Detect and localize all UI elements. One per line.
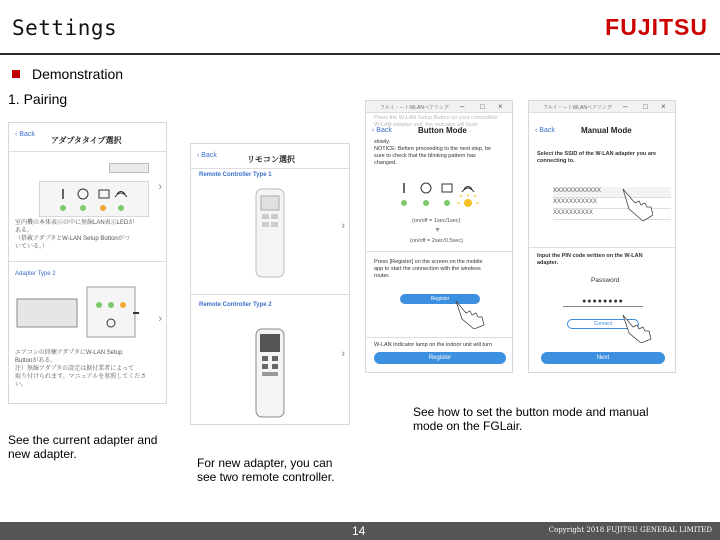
- indoor-unit-illustration: [109, 163, 149, 173]
- password-label: Password: [591, 277, 620, 284]
- arrow-down-icon: ▼: [434, 227, 441, 234]
- close-icon[interactable]: ×: [498, 102, 503, 111]
- bullet-square-icon: [12, 70, 20, 78]
- bullet-text: Demonstration: [32, 66, 124, 82]
- caption-middle: For new adapter, you can see two remote controller.: [197, 456, 335, 484]
- chevron-right-icon[interactable]: ›: [158, 181, 162, 193]
- header-divider: [0, 53, 720, 55]
- chevron-right-icon[interactable]: ›: [341, 220, 345, 232]
- next-button[interactable]: Next: [541, 352, 665, 364]
- indicator-text: W-LAN Indicator lamp on the indoor unit will turn: [374, 342, 492, 348]
- page-number: 14: [352, 524, 366, 538]
- led-panel-1-icon: [39, 181, 149, 217]
- remote-controller-2-icon[interactable]: [255, 328, 285, 418]
- minimize-icon[interactable]: –: [460, 102, 465, 111]
- ssid-item[interactable]: XXXXXXXXXXX: [553, 198, 671, 209]
- adapter-box-icon: [15, 283, 145, 339]
- ssid-item[interactable]: XXXXXXXXXXXX: [553, 187, 671, 198]
- led-panel-icon: [392, 181, 492, 211]
- screen-title: Button Mode: [418, 126, 467, 135]
- maximize-icon[interactable]: □: [480, 102, 485, 111]
- minimize-icon[interactable]: –: [623, 102, 628, 111]
- register-instructions: Press [Register] on the screen on the mobile app to start the connection with the wireless router.: [374, 259, 483, 279]
- window-titlebar: フルイ・ートWLANペアリング – □ ×: [529, 101, 675, 113]
- screen-title: Manual Mode: [581, 126, 632, 135]
- register-button-inline[interactable]: Register: [400, 294, 480, 304]
- remote-controller-1-icon[interactable]: [255, 188, 285, 278]
- adapter-type1-text: 室内機の本体表示の中に無線LAN表示LEDが ある。 （搭載アダプタとW-LAN Setup Buttonがつ いている。）: [15, 220, 135, 250]
- slide-title: Settings: [12, 16, 118, 40]
- chevron-right-icon[interactable]: ›: [341, 348, 345, 360]
- adapter-type2-label: Adapter Type 2: [15, 271, 56, 277]
- caption-left: See the current adapter and new adapter.: [8, 433, 158, 461]
- back-link[interactable]: ‹ Back: [15, 131, 35, 138]
- register-button[interactable]: Register: [374, 352, 506, 364]
- back-link[interactable]: ‹ Back: [535, 127, 555, 134]
- caption-right: See how to set the button mode and manual mode on the FGLair.: [413, 405, 649, 433]
- chevron-right-icon[interactable]: ›: [158, 313, 162, 325]
- back-link[interactable]: ‹ Back: [197, 152, 217, 159]
- pin-instructions: Input the PIN code written on the W-LAN adapter.: [537, 253, 643, 266]
- copyright: Copyright 2018 FUJITSU GENERAL LIMITED: [548, 526, 712, 534]
- adapter-type2-text: エアコンの同梱アダプタにW-LAN Setup Buttonがある。 注）無線アダプタの設定は据付業者によって 取り付けられます。マニュアルを参照してくださ い。: [15, 350, 147, 388]
- remote-type2-label: Remote Controller Type 2: [199, 302, 272, 308]
- blink-pattern-1: (on/off = 1sec/1sec): [412, 218, 461, 224]
- password-input[interactable]: ●●●●●●●●: [563, 297, 643, 307]
- back-link[interactable]: ‹ Back: [372, 127, 392, 134]
- bullet-demonstration: [12, 66, 123, 82]
- fujitsu-logo: FUJITSU: [605, 14, 708, 40]
- screen-title: アダプタタイプ選択: [51, 136, 122, 145]
- pointing-hand-icon: [619, 313, 653, 343]
- pointing-hand-icon: [452, 299, 486, 329]
- ssid-list: [553, 187, 671, 220]
- remote-type1-label: Remote Controller Type 1: [199, 172, 272, 178]
- screenshot-manual-mode: [528, 100, 676, 373]
- connect-button[interactable]: Connect: [567, 319, 639, 329]
- blink-pattern-2: (on/off = 2sec/0.5sec): [410, 238, 463, 244]
- screenshot-remote-select: [190, 143, 350, 425]
- button-mode-intro: Press the W-LAN Setup Button on your compatible W-LAN adapter unit, the indicator will flash slowly. NOTICE: Before proceeding to the next step, be sure to check that the blinking pattern has changed.: [374, 115, 498, 166]
- screenshot-adapter-type: [8, 122, 167, 404]
- window-titlebar: フルイ・ートWLANペアリング – □ ×: [366, 101, 512, 113]
- screen-title: リモコン選択: [247, 155, 295, 164]
- ssid-instructions: Select the SSID of the W-LAN adapter you are connecting to.: [537, 151, 657, 164]
- slide-footer: [0, 522, 720, 540]
- slide-header: [0, 0, 720, 55]
- close-icon[interactable]: ×: [661, 102, 666, 111]
- subheading-pairing: 1. Pairing: [8, 91, 68, 107]
- ssid-item[interactable]: XXXXXXXXXX: [553, 209, 671, 220]
- screenshot-button-mode: [365, 100, 513, 373]
- pointing-hand-icon: [619, 187, 653, 223]
- maximize-icon[interactable]: □: [643, 102, 648, 111]
